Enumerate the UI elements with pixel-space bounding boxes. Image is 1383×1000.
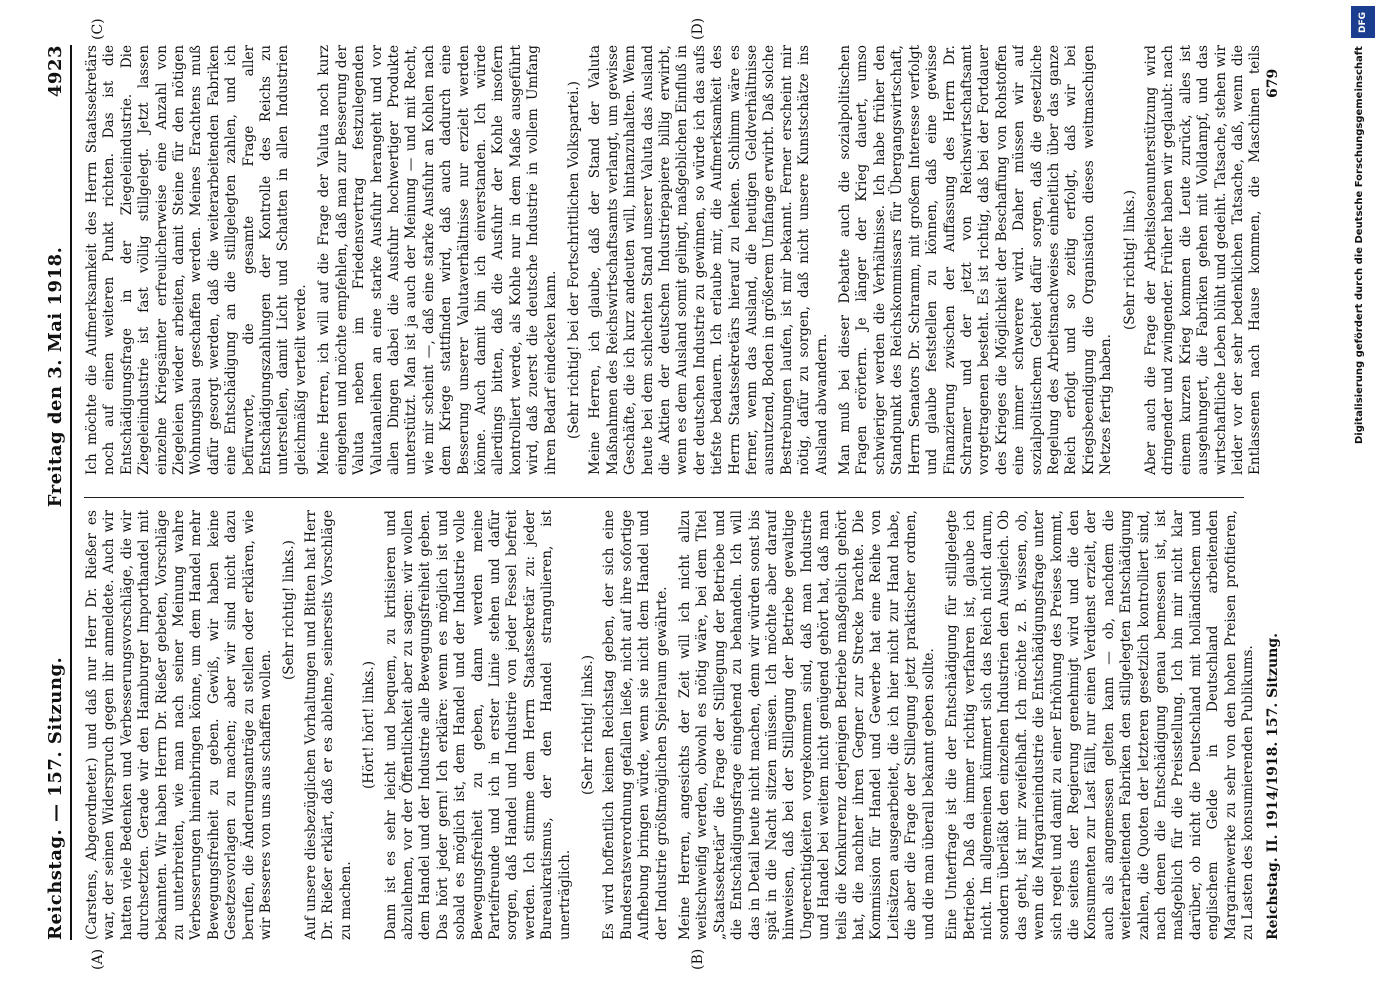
right-paragraph-1: Ich möchte die Aufmerksamkeit des Herrn Staatssekretärs noch auf einen weiteren Punkt richten. Das ist die Entschädigungsfrage in der Ziegeleiindustrie. Die Ziegeleiindustrie ist fast völlig stillgelegt. Jetzt lassen einzelne Kriegsämter erfreulicherweise eine Anzahl von Ziegeleien wieder arbeiten, damit Steine für den nötigen Wohnungsbau geschaffen werden. Meines Erachtens muß dafür gesorgt werden, daß die weiterarbeitenden Fabriken eine Entschädigung an die stillgelegten zahlen, und ich befürworte, die gesamte Frage aller Entschädigungszahlungen der Kontrolle des Reichs zu unterstellen, damit Licht und Schatten in allen Industrien gleichmäßig verteilt werde. bbox=[84, 45, 309, 475]
right-paragraph-3: Meine Herren, ich glaube, daß der Stand der Valuta Maßnahmen des Reichswirtschaftsamts verlangt, um gewisse Geschäfte, die ich kurz andeuten will, hintanzuhalten. Wenn heute bei dem schlechten Stand unserer Valuta das Ausland die Aktien der deutschen Industriepapiere billig erwirbt, wenn es dem Ausland somit gelingt, maßgeblichen Einfluß in der deutschen Industrie zu gewinnen, so würde ich das aufs tiefste bedauern. Ich erlaube mir, die Aufmerksamkeit des Herrn Staatssekretärs hierauf zu lenken. Schlimm wäre es ferner, wenn das Ausland, die heutigen Geldverhältnisse ausnutzend, Boden in größerem Umfange erwirbt. Daß solche Bestrebungen laufen, ist mir bekannt. Ferner erscheint mir nötig, dafür zu sorgen, daß nicht unsere Kunstschätze ins Ausland abwandern. bbox=[587, 45, 830, 475]
left-interjection-3: (Sehr richtig! links.) bbox=[579, 654, 596, 796]
marker-d: (D) bbox=[690, 17, 706, 40]
dfg-logo-icon: DFG bbox=[1351, 6, 1375, 38]
left-paragraph-3: Dann ist es sehr leicht und bequem, zu kritisieren und abzulehnen, vor der Öffentlichkeit aber zu sagen: wir wollen dem Handel und der Industrie alle Bewegungsfreiheit geben. Das hört jeder gern! Ich erkläre: wenn es möglich ist und sobald es möglich ist, dem Handel und der Industrie volle Bewegungsfreiheit zu geben, dann werden meine Parteifreunde und ich in erster Linie stehen und dafür sorgen, daß Handel und Industrie von jeder Fessel befreit werden. Ich stimme dem Herrn Staatssekretär zu: jeder Bureaukratismus, der den Handel strangulieren, ist unerträglich. bbox=[382, 510, 573, 940]
left-paragraph-4: Es wird hoffentlich keinen Reichstag geben, der sich eine Bundesratsverordnung gefallen ließe, nicht auf ihre sofortige Aufhebung bringen würde, wenn sie nicht dem Handel und der Industrie größtmöglichen Spielraum gewährte. bbox=[601, 510, 670, 940]
right-interjection-2: (Sehr richtig! links.) bbox=[1121, 189, 1138, 331]
right-interjection-1: (Sehr richtig! bei der Fortschrittlichen Volkspartei.) bbox=[565, 81, 582, 439]
page-footer: Reichstag. II. 1914/1918. 157. Sitzung. bbox=[1265, 633, 1281, 940]
marker-c: (C) bbox=[90, 18, 106, 40]
right-paragraph-4: Man muß bei dieser Debatte auch die sozialpolitischen Fragen erörtern. Je länger der Krieg dauert, umso schwieriger werden die Verhältnisse. Ich habe früher den Standpunkt des Reichskommissars für Übergangswirtschaft, Herrn Senators Dr. Schramm, mit großem Interesse verfolgt und glaube feststellen zu können, daß eine gewisse Finanzierung zwischen der Auffassung des Herrn Dr. Schramer und der jetzt von Reichswirtschaftsamt vorgetragenen besteht. Es ist richtig, daß bei der Fortdauer des Krieges die Möglichkeit der Beschaffung von Rohstoffen eine immer schwerere wird. Daher müssen wir auf sozialpolitischem Gebiet dafür sorgen, daß die gesetzliche Regelung des Arbeitsnachweises einheitlich über das ganze Reich erfolgt und so zeitig erfolgt, daß wir bei Kriegsbeendigung die Organisation dieses weitmaschigen Netzes fertig haben. bbox=[837, 45, 1115, 475]
left-paragraph-6: Eine Unterfrage ist die der Entschädigung für stillgelegte Betriebe. Daß da immer richtig verfahren ist, glaube ich nicht. Im allgemeinen kümmert sich das Reich nicht darum, sondern überläßt den einzelnen Industrien den Ausgleich. Ob das geht, ist mir zweifelhaft. Ich möchte z. B. wissen, ob, wenn die Margarineindustrie die Entschädigungsfrage unter sich regelt und damit zu einer Erhöhung des Preises kommt, die seitens der Regierung genehmigt wird und die den Konsumenten zur Last fällt, nur einen Verdienst erzielt, der auch als angemessen gelten kann — ob, nachdem die weiterarbeitenden Fabriken den stillgelegten Entschädigung zahlen, die Quoten der letzteren gesetzlich kontrolliert sind, nach denen die Entschädigung genau bemessen ist, ist maßgeblich für die Preisstellung. Ich bin mir nicht klar darüber, ob nicht die Deutschland mit holländischem und englischem Gelde in Deutschland arbeitenden Margarinewerke zu sehr von den hohen Preisen profitieren, zu Lasten des konsumierenden Publikums. bbox=[944, 510, 1256, 940]
header-page-number: 4923 bbox=[45, 45, 66, 98]
left-column bbox=[84, 510, 1264, 940]
page-header bbox=[38, 45, 72, 940]
left-paragraph-1: (Carstens, Abgeordneter.) und daß nur Herr Dr. Rießer es war, der seinen Widerspruch gegen ihr anmeldete. Auch wir hatten viele Bedenken und Verbesserungsvorschläge, die wir durchsetzten. Gerade wir den Hamburger Importhandel mit bekannten. Wir haben Herrn Dr. Rießer gebeten, Vorschläge zu unterbreiten, wie man nach seiner Meinung wahre Verbesserungen hineinbringen könne, um dem Handel mehr Bewegungsfreiheit zu geben. Gewiß, wir haben keine Gesetzesvorlagen zu machen; aber wir sind nicht dazu berufen, die Änderungsanträge zu stellen oder erklären, wie wir Besseres von uns aus schaffen wollen. bbox=[84, 510, 275, 940]
left-interjection-1: (Sehr richtig! links.) bbox=[281, 540, 298, 681]
left-paragraph-5: Meine Herren, angesichts der Zeit will ich nicht allzu weitschweifig werden, obwohl es nötig wäre, bei dem Titel „Staatssekretär“ die Frage der Stillegung der Betriebe und die Entschädigungsfrage eingehend zu behandeln. Ich will das in Detail heute nicht machen, denn wir würden sonst bis spät in die Nacht sitzen müssen. Ich möchte aber darauf hinweisen, daß bei der Stillegung der Betriebe gewaltige Ungerechtigkeiten vorgekommen sind, daß man Industrie und Handel bei weitem nicht genügend gehört hat, daß man teils die Konkurrenz derjenigen Betriebe maßgeblich gehört hat, die nachher ihren Gegner zur Strecke brachte. Die Kommission für Handel und Gewerbe hat eine Reihe von Leitsätzen ausgearbeitet, die ich hier nicht zur Hand habe, die aber die Frage der Stillegung jetzt praktischer ordnen, und die man überall bekannt geben sollte. bbox=[677, 510, 937, 940]
digitization-credit: Digitalisierung gefördert durch die Deutsche Forschungsgemeinschaft bbox=[1354, 46, 1365, 444]
footer-page-number: 679 bbox=[1265, 68, 1281, 98]
header-center: Freitag den 3. Mai 1918. bbox=[45, 246, 66, 508]
right-column bbox=[84, 45, 1264, 475]
right-paragraph-2: Meine Herren, ich will auf die Frage der Valuta noch kurz eingehen und möchte empfehlen, daß man zur Besserung der Valuta neben im Friedensvertrag festzulegenden Valutaanleihen an eine starke Ausfuhr herangeht und vor allen Dingen dabei die Ausfuhr hochwertiger Produkte unterstützt. Man ist ja auch der Meinung — und mit Recht, wie mir scheint —, daß eine starke Ausfuhr an Kohlen nach dem Kriege stattfinden wird, daß auch dadurch eine Besserung unserer Valutaverhältnisse nur erzielt werden könne. Auch damit bin ich einverstanden. Ich würde allerdings bitten, daß die Ausfuhr der Kohle insofern kontrolliert werde, als Kohle nur in dem Maße ausgeführt wird, daß zuerst die deutsche Industrie in vollem Umfang ihren Bedarf eindecken kann. bbox=[316, 45, 559, 475]
right-paragraph-5: Aber auch die Frage der Arbeitslosenunterstützung wird dringender und zwingender. Früher haben wir geglaubt: nach einem kurzen Krieg kommen die Leute zurück, alles ist ausgehungert, die Fabriken gehen mit Volldampf, und das wirtschaftliche Leben blüht und gedeiht. Tatsache, stehen wir leider vor der sehr bedenklichen Tatsache, daß, wenn die Entlassenen nach Hause kommen, die Maschinen teils bbox=[1142, 45, 1264, 475]
column-divider bbox=[84, 497, 1244, 498]
marker-a: (A) bbox=[90, 948, 106, 970]
header-left: Reichstag. — 157. Sitzung. bbox=[45, 656, 66, 940]
left-paragraph-2: Auf unsere diesbezüglichen Vorhaltungen und Bitten hat Herr Dr. Rießer erklärt, daß er es ablehne, seinerseits Vorschläge zu machen. bbox=[302, 510, 354, 940]
marker-b: (B) bbox=[690, 948, 706, 970]
left-interjection-2: (Hört! hört! links.) bbox=[361, 660, 378, 790]
